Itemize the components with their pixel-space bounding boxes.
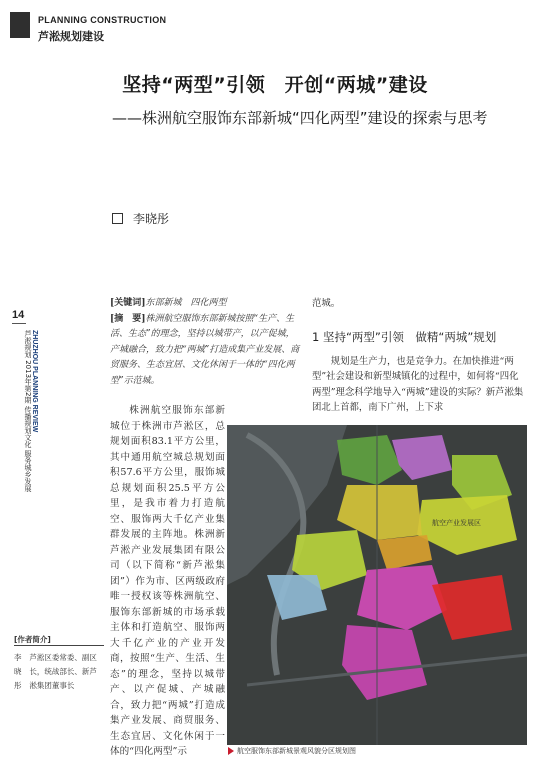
caption-triangle-icon (228, 747, 234, 755)
author-note-body (14, 651, 104, 693)
summary-label: [摘 要] (110, 313, 146, 324)
section-paragraph: 规划是生产力，也是竞争力。在加快推进“两型”社会建设和新型城镇化的过程中，如何将“四化两型”理念科学地导入“两城”建设的实际？新芦淞集团北上首都，南下广州，上下求 (312, 355, 524, 413)
page-number: 14 (12, 309, 25, 321)
author-name: 李晓彤 (133, 212, 170, 226)
author-note-name: 李晓彤 (14, 653, 22, 690)
header-corner-block (10, 12, 30, 38)
author-box-icon (112, 213, 123, 224)
author-note-bio: 芦淞区委常委、副区长，统战部长、新芦淞集团董事长 (29, 653, 97, 690)
keywords-line (110, 296, 300, 312)
header-english: PLANNING CONSTRUCTION (38, 15, 167, 25)
author-note (14, 633, 104, 693)
zone-label: 航空产业发展区 (432, 519, 481, 527)
summary-line (110, 312, 300, 390)
planning-map (227, 425, 527, 745)
map-caption (228, 746, 356, 756)
abstract (110, 296, 300, 389)
article-subtitle: ——株洲航空服饰东部新城“四化两型”建设的探索与思考 (112, 109, 488, 127)
section-heading: 1 坚持“两型”引领 做精“两城”规划 (312, 329, 497, 344)
map-svg (227, 425, 527, 745)
right-continuation: 范城。 (312, 298, 341, 309)
keywords-text: 东部新城 四化两型 (145, 298, 227, 308)
map-caption-text: 航空服饰东部新城景观风貌分区规划图 (237, 747, 356, 755)
author-note-label: [作者简介] (14, 635, 51, 644)
article-title: 坚持“两型”引领 开创“两城”建设 (122, 74, 428, 96)
right-column (312, 296, 524, 416)
author-note-rule (14, 645, 104, 646)
sidebar-rule (12, 323, 26, 324)
keywords-label: [关键词] (110, 298, 146, 308)
sidebar-chinese: 芦淞规划 2013年第2期 传播规划文化 服务城乡发展 (24, 330, 32, 492)
author-line (112, 210, 169, 227)
header-chinese: 芦淞规划建设 (38, 30, 104, 43)
sidebar-english: ZHUZHOU PLANNING REVIEW (31, 330, 38, 433)
summary-text: 株洲航空服饰东部新城按照“生产、生活、生态”的理念，坚持以城带产，以产促城，产城融合，致力把“两城”打造成集产业发展、商贸服务、生态宜居、文化休闲于一体的“四化两型”示范城。 (110, 313, 300, 386)
body-left-text: 株洲航空服饰东部新城位于株洲市芦淞区，总规划面积83.1平方公里，其中通用航空城总规划面积57.6平方公里，服饰城总规划面积25.5平方公里，是我市着力打造航空、服饰两大千亿产业集群发展的主阵地。株洲新芦淞产业发展集团有限公司（以下简称“新芦淞集团”）作为市、区两级政府唯一授权该等株洲航空、服饰东部新城的市场承载主体和打造航空、服饰两大千亿产业的产业开发商，按照“生产、生活、生态”的理念，坚持以城带产、以产促城、产城融合，致力把“两城”打造成集产业发展、商贸服务、生态宜居、文化休闲于一体的“四化两型”示 (110, 405, 225, 757)
